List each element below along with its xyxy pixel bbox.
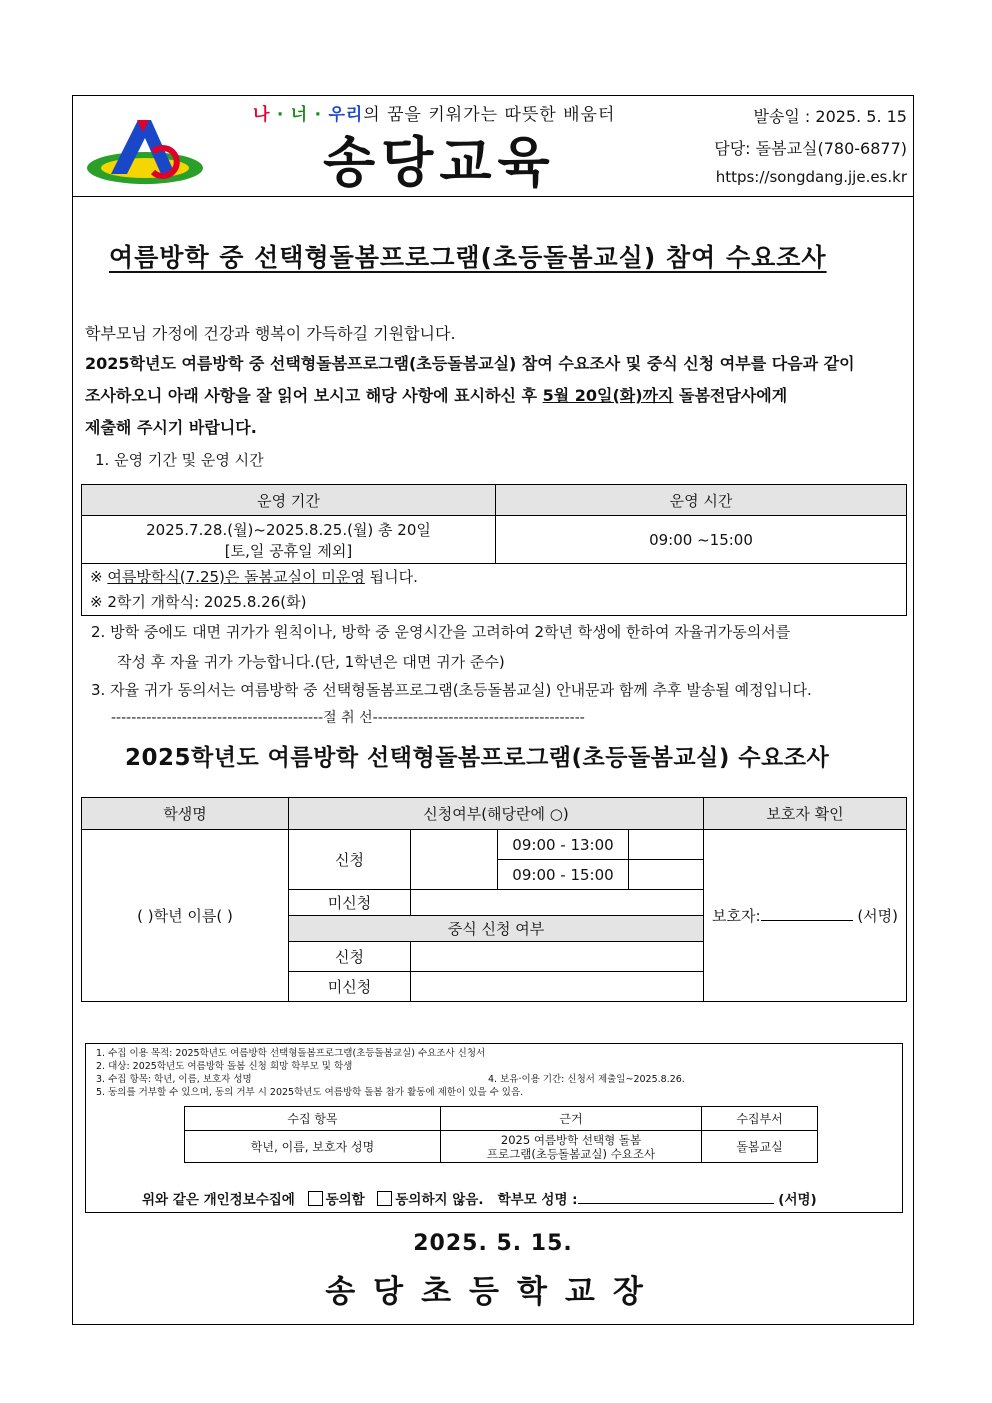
privacy-line-5: 5. 동의를 거부할 수 있으며, 동의 거부 시 2025학년도 여름방학 돌봄 참가 활동에 제한이 있을 수 있음. [96, 1087, 524, 1098]
lunch-apply-label: 신청 [289, 942, 411, 972]
th-basis: 근거 [441, 1107, 702, 1131]
intro-line3: 제출해 주시기 바랍니다. [85, 418, 257, 437]
guardian-sign-line[interactable] [761, 920, 853, 921]
school-logo-icon [83, 108, 205, 188]
td-basis: 2025 여름방학 선택형 돌봄 프로그램(초등돌봄교실) 수요조사 [441, 1131, 702, 1163]
privacy-line-4: 4. 보유·이용 기간: 신청서 제출일~2025.8.26. [488, 1074, 685, 1085]
time-option-1: 09:00 - 13:00 [498, 830, 629, 860]
page-title: 여름방학 중 선택형돌봄프로그램(초등돌봄교실) 참여 수요조사 [109, 243, 827, 272]
time-option-2: 09:00 - 15:00 [498, 860, 629, 890]
disagree-checkbox[interactable] [377, 1191, 392, 1206]
parent-sign-line[interactable] [578, 1203, 774, 1204]
head-period: 운영 기간 [82, 485, 496, 516]
td-dept: 돌봄교실 [702, 1131, 818, 1163]
contact: 담당: 돌봄교실(780-6877) [714, 139, 907, 158]
application-form-table [81, 797, 907, 1002]
head-student: 학생명 [82, 798, 289, 830]
privacy-line-1: 1. 수집 이용 목적: 2025학년도 여름방학 선택형돌봄프로그램(초등돌봄교실) 수요조사 신청서 [96, 1048, 486, 1059]
slogan: 나 · 너 · 우리의 꿈을 키워가는 따뜻한 배움터 [253, 105, 616, 125]
notes-cell [82, 564, 907, 616]
student-field[interactable]: ( )학년 이름( ) [82, 830, 289, 1002]
guardian-cell[interactable]: 보호자: (서명) [704, 830, 907, 1002]
head-guardian: 보호자 확인 [704, 798, 907, 830]
head-apply: 신청여부(해당란에 ○) [289, 798, 704, 830]
deadline: 5월 20일(화)까지 [542, 386, 674, 405]
privacy-consent-box [85, 1043, 903, 1213]
th-dept: 수집부서 [702, 1107, 818, 1131]
lunch-not-apply-label: 미신청 [289, 972, 411, 1002]
th-items: 수집 항목 [185, 1107, 441, 1131]
note-1: ※ 여름방학식(7.25)은 돌봄교실이 미운영 됩니다. [90, 567, 418, 586]
td-items: 학년, 이름, 보호자 성명 [185, 1131, 441, 1163]
privacy-line-3: 3. 수집 항목: 학년, 이름, 보호자 성명 [96, 1074, 252, 1085]
apply-mark-cell[interactable] [411, 830, 498, 890]
intro-line2: 조사하오니 아래 사항을 잘 읽어 보시고 해당 사항에 표시하신 후 5월 20일(화)까지 돌봄전담사에게 [85, 386, 788, 405]
time-cell: 09:00 ~15:00 [496, 516, 907, 564]
document-frame [72, 95, 914, 1325]
apply-label: 신청 [289, 830, 411, 890]
agree-checkbox[interactable] [308, 1191, 323, 1206]
time-option-1-mark[interactable] [629, 830, 704, 860]
privacy-line-2: 2. 대상: 2025학년도 여름방학 돌봄 신청 희망 학부모 및 학생 [96, 1061, 353, 1072]
lunch-apply-mark[interactable] [411, 942, 704, 972]
schedule-table [81, 484, 907, 616]
note-2: ※ 2학기 개학식: 2025.8.26(화) [90, 592, 307, 611]
item1: 1. 운영 기간 및 운영 시간 [95, 451, 264, 469]
head-time: 운영 시간 [496, 485, 907, 516]
item3: 3. 자율 귀가 동의서는 여름방학 중 선택형돌봄프로그램(초등돌봄교실) 안내문과 함께 추후 발송될 예정입니다. [91, 681, 812, 699]
not-apply-label: 미신청 [289, 890, 411, 916]
cut-line: ------------------------------------------절 취 선------------------------------------------ [111, 710, 585, 726]
period-cell: 2025.7.28.(월)~2025.8.25.(월) 총 20일 [토,일 공휴일 제외] [82, 516, 496, 564]
issue-date: 2025. 5. 15. [413, 1231, 573, 1256]
time-option-2-mark[interactable] [629, 860, 704, 890]
item2-line2: 작성 후 자율 귀가 가능합니다.(단, 1학년은 대면 귀가 준수) [117, 653, 505, 671]
privacy-items-table [184, 1106, 818, 1163]
form-title: 2025학년도 여름방학 선택형돌봄프로그램(초등돌봄교실) 수요조사 [125, 745, 830, 771]
brand-title: 송당교육 [323, 131, 556, 194]
not-apply-mark[interactable] [411, 890, 704, 916]
lunch-head: 중식 신청 여부 [289, 916, 704, 942]
lunch-not-apply-mark[interactable] [411, 972, 704, 1002]
newsletter-header [73, 96, 913, 197]
principal-signature: 송당초등학교장 [325, 1274, 661, 1310]
consent-line: 위와 같은 개인정보수집에 동의함 동의하지 않음. 학부모 성명 : (서명) [142, 1192, 817, 1208]
school-url: https://songdang.jje.es.kr [715, 168, 907, 186]
intro-line1: 2025학년도 여름방학 중 선택형돌봄프로그램(초등돌봄교실) 참여 수요조사 및 중식 신청 여부를 다음과 같이 [85, 354, 855, 373]
greeting: 학부모님 가정에 건강과 행복이 가득하길 기원합니다. [85, 324, 456, 343]
send-date: 발송일 : 2025. 5. 15 [753, 107, 907, 126]
item2-line1: 2. 방학 중에도 대면 귀가가 원칙이나, 방학 중 운영시간을 고려하여 2학년 학생에 한하여 자율귀가동의서를 [91, 623, 791, 641]
